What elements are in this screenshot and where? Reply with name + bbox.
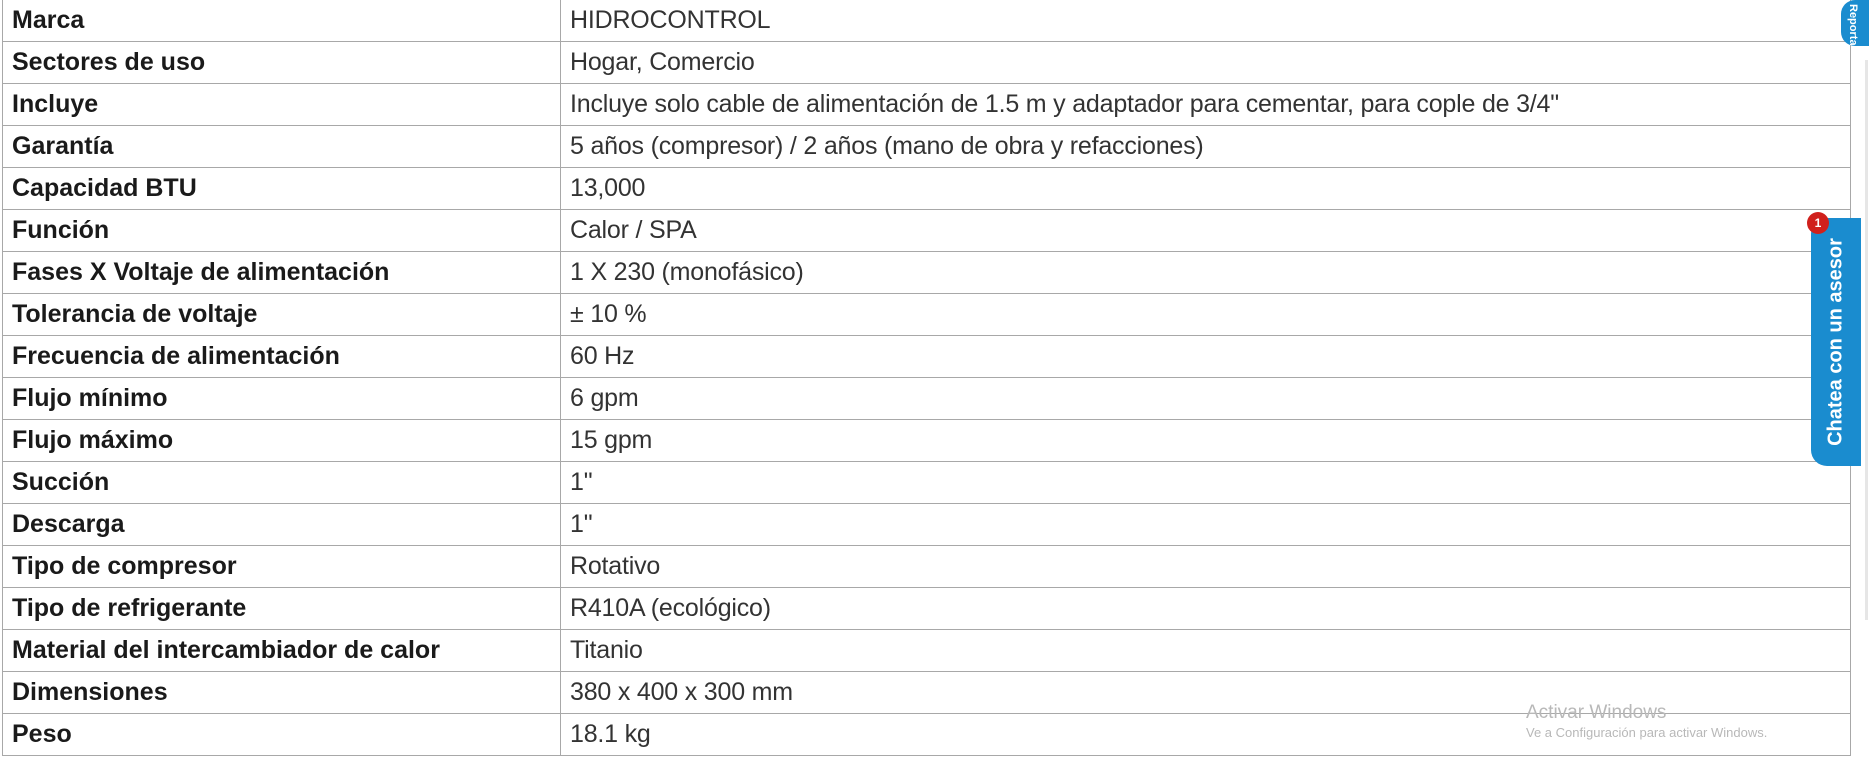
spec-value: 5 años (compresor) / 2 años (mano de obra y refacciones) — [561, 126, 1851, 168]
spec-value: ± 10 % — [561, 294, 1851, 336]
spec-label: Capacidad BTU — [3, 168, 561, 210]
spec-label: Incluye — [3, 84, 561, 126]
table-row — [3, 630, 1851, 672]
spec-value: 1" — [561, 462, 1851, 504]
table-row — [3, 462, 1851, 504]
spec-label: Frecuencia de alimentación — [3, 336, 561, 378]
spec-value: 380 x 400 x 300 mm — [561, 672, 1851, 714]
table-row — [3, 420, 1851, 462]
report-tab[interactable] — [1841, 0, 1869, 46]
spec-value: Titanio — [561, 630, 1851, 672]
spec-value: HIDROCONTROL — [561, 0, 1851, 42]
notification-badge: 1 — [1807, 212, 1829, 234]
spec-value: 60 Hz — [561, 336, 1851, 378]
spec-value: R410A (ecológico) — [561, 588, 1851, 630]
chat-button-label: Chatea con un asesor — [1824, 238, 1847, 446]
spec-value: 15 gpm — [561, 420, 1851, 462]
table-row — [3, 168, 1851, 210]
spec-label: Succión — [3, 462, 561, 504]
spec-label: Tolerancia de voltaje — [3, 294, 561, 336]
spec-value: 1" — [561, 504, 1851, 546]
spec-value: Incluye solo cable de alimentación de 1.5 m y adaptador para cementar, para cople de 3/4" — [561, 84, 1851, 126]
spec-label: Tipo de compresor — [3, 546, 561, 588]
scrollbar-track[interactable] — [1865, 60, 1868, 620]
spec-label: Sectores de uso — [3, 42, 561, 84]
spec-label: Garantía — [3, 126, 561, 168]
table-row — [3, 210, 1851, 252]
table-row — [3, 42, 1851, 84]
spec-value: 6 gpm — [561, 378, 1851, 420]
spec-label: Material del intercambiador de calor — [3, 630, 561, 672]
table-row — [3, 378, 1851, 420]
spec-label: Fases X Voltaje de alimentación — [3, 252, 561, 294]
chat-with-advisor-button[interactable] — [1811, 218, 1861, 466]
report-tab-label: Reporta — [1847, 4, 1859, 46]
spec-label: Marca — [3, 0, 561, 42]
spec-label: Flujo máximo — [3, 420, 561, 462]
table-row — [3, 294, 1851, 336]
spec-value: Hogar, Comercio — [561, 42, 1851, 84]
table-row — [3, 0, 1851, 42]
table-row — [3, 126, 1851, 168]
spec-label: Descarga — [3, 504, 561, 546]
spec-value: Rotativo — [561, 546, 1851, 588]
spec-label: Peso — [3, 714, 561, 756]
spec-value: 13,000 — [561, 168, 1851, 210]
spec-value: 18.1 kg — [561, 714, 1851, 756]
spec-label: Flujo mínimo — [3, 378, 561, 420]
table-row — [3, 546, 1851, 588]
watermark-subtitle: Ve a Configuración para activar Windows. — [1526, 725, 1768, 740]
table-row — [3, 252, 1851, 294]
table-row — [3, 588, 1851, 630]
spec-label: Tipo de refrigerante — [3, 588, 561, 630]
spec-label: Dimensiones — [3, 672, 561, 714]
specifications-table — [2, 0, 1851, 756]
table-row — [3, 84, 1851, 126]
table-row — [3, 504, 1851, 546]
watermark-title: Activar Windows — [1526, 702, 1667, 723]
spec-value: 1 X 230 (monofásico) — [561, 252, 1851, 294]
table-row — [3, 336, 1851, 378]
spec-value: Calor / SPA — [561, 210, 1851, 252]
spec-label: Función — [3, 210, 561, 252]
activation-watermark — [1526, 702, 1767, 742]
